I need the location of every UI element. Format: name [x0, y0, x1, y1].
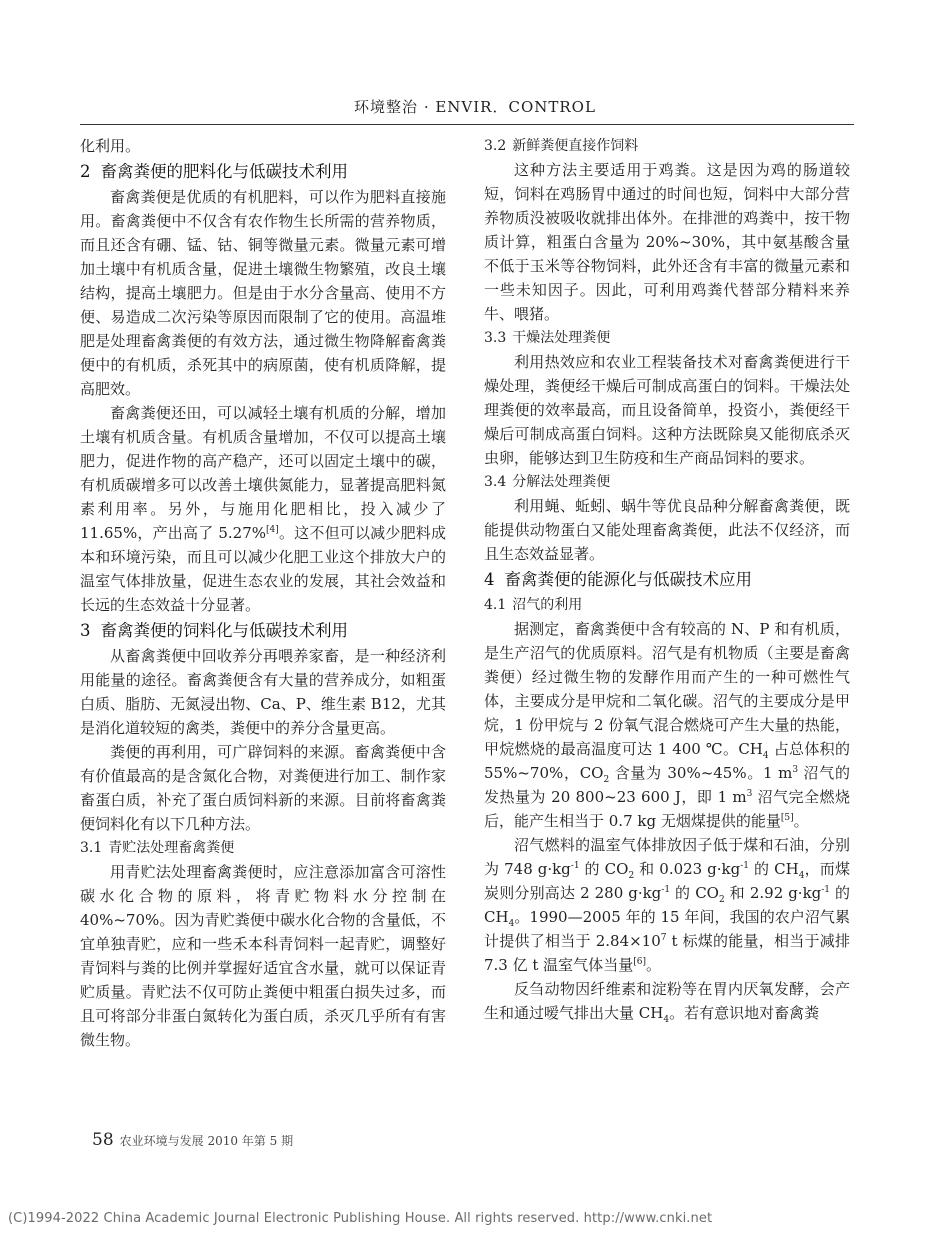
text-run: 沼气燃料的温室气体排放因子低于煤和石油，分别为 748 g·kg: [484, 836, 850, 878]
paragraph: [484, 833, 850, 977]
subsection-title: 新鲜粪便直接作饲料: [512, 138, 639, 154]
paragraph: 化利用。: [80, 137, 141, 155]
superscript: 7: [660, 933, 667, 943]
section-heading: [80, 618, 446, 644]
section-number: 4: [484, 570, 495, 589]
text-run: 沼气完全燃烧后，能产生相当于 0.7 kg 无烟煤提供的能量: [484, 788, 850, 830]
section-number: 3: [80, 621, 91, 640]
subsection-heading: [484, 470, 850, 494]
right-column: [484, 134, 850, 1025]
citation: [5]: [780, 813, 794, 823]
paragraph: 用青贮法处理畜禽粪便时，应注意添加富含可溶性碳水化合物的原料，将青贮物料水分控制在 40%~70%。因为青贮粪便中碳水化合物的含量低，不宜单独青贮，应和一些禾本科青饲料一起青贮，调整好青饲料与粪的比例并掌握好适宜含水量，就可以保证青贮质量。青贮法不仅可防止粪便中粗蛋白损失过多，而且可将部分非蛋白氮转化为蛋白质，杀灭几乎所有有害微生物。: [80, 863, 446, 1049]
text-run: 的 CO: [579, 860, 629, 878]
paragraph: 这种方法主要适用于鸡粪。这是因为鸡的肠道较短，饲料在鸡肠胃中通过的时间也短，饲料中大部分营养物质没被吸收就排出体外。在排泄的鸡粪中，按干物质计算，粗蛋白含量为 20%~30%，其中氨基酸含量不低于玉米等谷物饲料，此外还含有丰富的微量元素和一些未知因子。因此，可利用鸡粪代替部分精料来养牛、喂猪。: [484, 161, 850, 323]
subscript: 4: [798, 871, 805, 881]
page-footer: [92, 1130, 293, 1150]
text-run: 据测定，畜禽粪便中含有较高的 N、P 和有机质，是生产沼气的优质原料。沼气是有机物质（主要是畜禽粪便）经过微生物的发酵作用而产生的一种可燃性气体，主要成分是甲烷和二氧化碳。沼气的主要成分是甲烷，1 份甲烷与 2 份氧气混合燃烧可产生大量的热能，甲烷燃烧的最高温度可达 1 400 ℃。CH: [484, 620, 850, 758]
copyright-notice: (C)1994-2022 China Academic Journal Electronic Publishing House. All rights reserved. http://www.cnki.net: [8, 1211, 713, 1226]
subsection-number: 3.4: [484, 474, 507, 490]
text-run: 。: [645, 956, 661, 974]
text-run: 反刍动物因纤维素和淀粉等在胃内厌氧发酵，会产生和通过嗳气排出大量 CH: [484, 980, 850, 1022]
text-run: 。若有意识地对畜禽粪: [669, 1004, 820, 1022]
paragraph: [80, 401, 446, 617]
text-run: 。: [793, 812, 809, 830]
text-run: 占总体积的 55%~70%，CO: [484, 740, 850, 782]
subsection-heading: [484, 134, 850, 158]
subsection-number: 4.1: [484, 597, 507, 613]
superscript: -1: [570, 861, 580, 871]
superscript: 3: [746, 789, 753, 799]
left-column: [80, 134, 446, 1052]
superscript: 3: [792, 765, 799, 775]
superscript: -1: [821, 885, 831, 895]
subscript: 4: [663, 1015, 670, 1025]
text-run: 的 CH: [749, 860, 799, 878]
text-run: 畜禽粪便还田，可以减轻土壤有机质的分解，增加土壤有机质含量。有机质含量增加，不仅可以提高土壤肥力，促进作物的高产稳产，还可以固定土壤中的碳，有机质碳增多可以改善土壤供氮能力，显著提高肥料氮素利用率。另外，与施用化肥相比，投入减少了 11.65%，产出高了 5.27%: [80, 404, 446, 542]
journal-info: 农业环境与发展 2010 年第 5 期: [119, 1134, 294, 1148]
subsection-heading: [80, 836, 446, 860]
subscript: 2: [628, 871, 635, 881]
paragraph: 利用蝇、蚯蚓、蜗牛等优良品种分解畜禽粪便，既能提供动物蛋白又能处理畜禽粪便，此法不仅经济，而且生态效益显著。: [484, 497, 850, 563]
subscript: 4: [508, 919, 515, 929]
text-run: t 标煤的能量，相当于减排 7.3 亿 t 温室气体当量: [484, 932, 850, 974]
paragraph: [484, 617, 850, 833]
subsection-title: 分解法处理粪便: [512, 474, 611, 490]
running-header: 环境整治 · ENVIR．CONTROL: [354, 98, 596, 116]
text-run: ，而煤炭则分别高达 2 280 g·kg: [484, 860, 850, 902]
subsection-heading: [484, 593, 850, 617]
text-run: 的 CH: [484, 884, 851, 926]
superscript: -1: [740, 861, 750, 871]
subsection-number: 3.2: [484, 138, 507, 154]
header-rule: [80, 124, 854, 125]
citation: [6]: [633, 957, 646, 967]
section-title: 畜禽粪便的肥料化与低碳技术利用: [100, 162, 348, 181]
section-heading: [80, 159, 446, 185]
paragraph: 利用热效应和农业工程装备技术对畜禽粪便进行干燥处理，粪便经干燥后可制成高蛋白的饲料。干燥法处理粪便的效率最高，而且设备简单，投资小，粪便经干燥后可制成高蛋白饲料。这种方法既除臭又能彻底杀灭虫卵，能够达到卫生防疫和生产商品饲料的要求。: [484, 353, 850, 467]
text-run: 的 CO: [670, 884, 719, 902]
text-run: 沼气的发热量为 20 800~23 600 J，即 1 m: [484, 764, 850, 806]
text-run: 和 2.92 g·kg: [724, 884, 822, 902]
subscript: 2: [718, 895, 725, 905]
section-heading: [484, 567, 850, 593]
subsection-title: 青贮法处理畜禽粪便: [108, 840, 235, 856]
paragraph: 粪便的再利用，可广辟饲料的来源。畜禽粪便中含有价值最高的是含氮化合物，对粪便进行加工、制作家畜蛋白质，补充了蛋白质饲料新的来源。目前将畜禽粪便饲料化有以下几种方法。: [80, 743, 446, 833]
text-run: 和 0.023 g·kg: [634, 860, 741, 878]
section-number: 2: [80, 162, 91, 181]
subsection-number: 3.1: [80, 840, 103, 856]
superscript: -1: [661, 885, 671, 895]
text-run: 。这不但可以减少肥料成本和环境污染，而且可以减少化肥工业这个排放大户的温室气体排放量，促进生态农业的发展，其社会效益和长远的生态效益十分显著。: [80, 524, 446, 614]
paragraph: 从畜禽粪便中回收养分再喂养家畜，是一种经济利用能量的途径。畜禽粪便含有大量的营养成分，如粗蛋白质、脂肪、无氮浸出物、Ca、P、维生素 B12，尤其是消化道较短的禽类，粪便中的养分含量更高。: [80, 647, 446, 737]
subscript: 2: [603, 775, 610, 785]
section-title: 畜禽粪便的能源化与低碳技术应用: [504, 570, 752, 589]
text-run: 含量为 30%~45%。1 m: [609, 764, 793, 782]
paragraph: [484, 977, 850, 1025]
subsection-heading: [484, 326, 850, 350]
section-title: 畜禽粪便的饲料化与低碳技术利用: [100, 621, 348, 640]
paragraph: 畜禽粪便是优质的有机肥料，可以作为肥料直接施用。畜禽粪便中不仅含有农作物生长所需的营养物质，而且还含有硼、锰、钴、铜等微量元素。微量元素可增加土壤中有机质含量，促进土壤微生物繁殖，改良土壤结构，提高土壤肥力。但是由于水分含量高、使用不方便、易造成二次污染等原因而限制了它的使用。高温堆肥是处理畜禽粪便的有效方法，通过微生物降解畜禽粪便中的有机质，杀死其中的病原菌，使有机质降解，提高肥效。: [80, 188, 446, 398]
page-number: 58: [92, 1130, 114, 1150]
subsection-title: 沼气的利用: [512, 597, 583, 613]
text-run: 。1990—2005 年的 15 年间，我国的农户沼气累计提供了相当于 2.84×10: [484, 908, 850, 950]
subsection-title: 干燥法处理粪便: [512, 330, 611, 346]
subsection-number: 3.3: [484, 330, 507, 346]
citation: [4]: [266, 525, 279, 535]
subscript: 4: [762, 751, 769, 761]
